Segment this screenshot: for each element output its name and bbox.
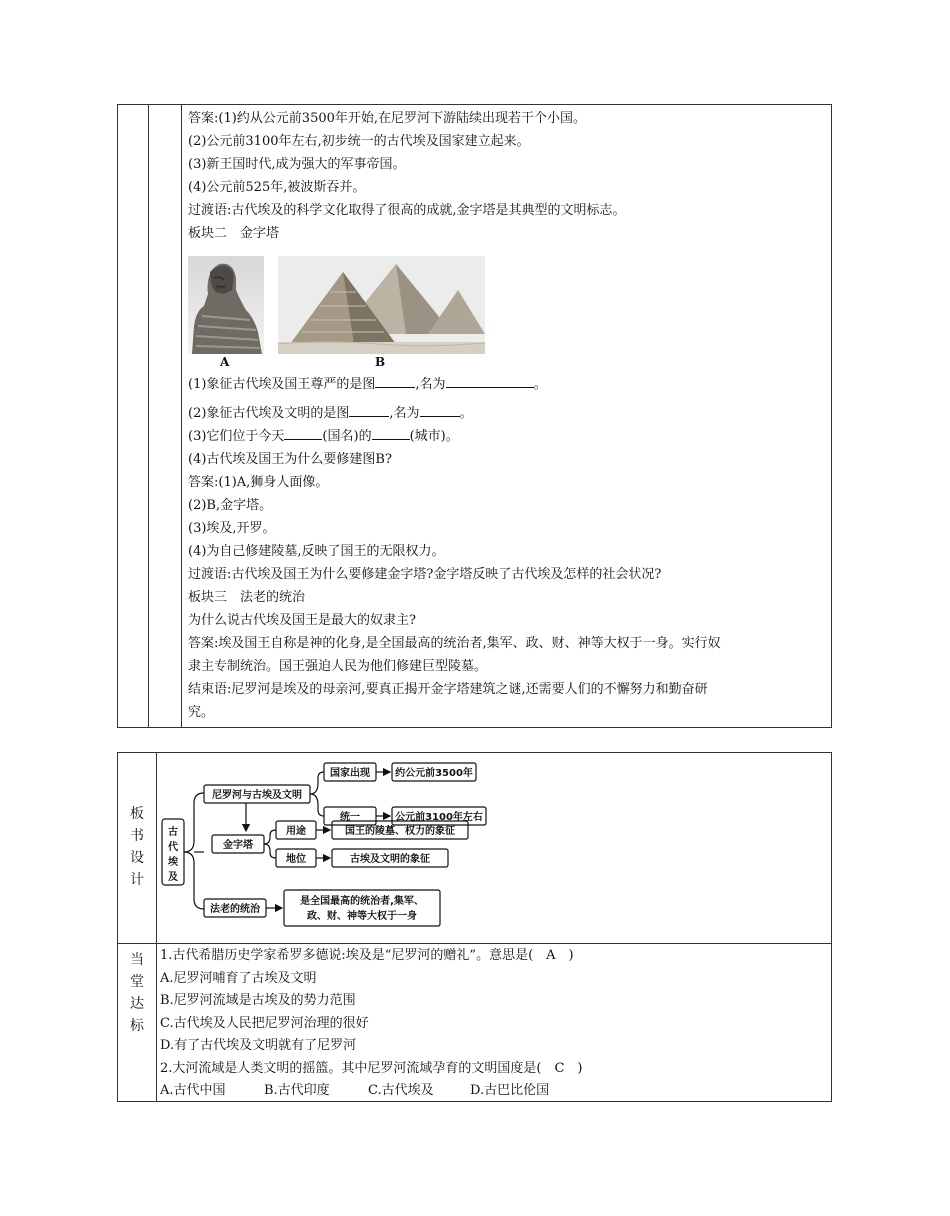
option-item: C.古代埃及 (368, 1083, 434, 1098)
text-line: 答案:埃及国王自称是神的化身,是全国最高的统治者,集军、政、财、神等大权于一身。实行奴 (188, 636, 721, 651)
text-line: (3)埃及,开罗。 (188, 521, 276, 536)
text-line: (4)古代埃及国王为什么要修建图B? (188, 452, 392, 467)
image-row (188, 245, 828, 369)
option-item: A.尼罗河哺育了古埃及文明 (160, 970, 317, 986)
question-2: (2)象征古代埃及文明的是图 ,名为 。 (188, 402, 828, 425)
node-status-desc: 古埃及文明的象征 (350, 854, 430, 865)
section-heading: 板块二 金字塔 (188, 226, 280, 241)
question-1: (1)象征古代埃及国王尊严的是图 ,名为 。 (188, 369, 828, 402)
option-item: D.古巴比伦国 (470, 1083, 550, 1098)
pyramids-image (278, 256, 485, 354)
text-line: 答案:(1)A,狮身人面像。 (188, 475, 329, 490)
text-line: (4)公元前525年,被波斯吞并。 (188, 180, 366, 195)
practice-label: 当 堂 达 标 (130, 952, 144, 1034)
node-state: 国家出现 (330, 768, 370, 779)
question-3: (3)它们位于今天 (国名)的 (城市)。 (188, 425, 828, 448)
node-unify: 统一 (340, 812, 360, 823)
lesson-table (117, 104, 832, 728)
section-heading: 板块三 法老的统治 (188, 590, 306, 605)
text-line: 过渡语:古代埃及国王为什么要修建金字塔?金字塔反映了古代埃及怎样的社会状况? (188, 567, 662, 582)
board-practice-table (117, 752, 832, 1102)
answer-blank[interactable] (284, 425, 322, 440)
node-pharaoh-desc: 政、财、神等大权于一身 (307, 911, 417, 922)
option-row (160, 1080, 825, 1103)
root-char: 埃 (168, 857, 178, 868)
board-design-label: 板 书 设 计 (130, 806, 144, 888)
answer-blank[interactable] (372, 425, 410, 440)
node-nile: 尼罗河与古埃及文明 (212, 790, 302, 801)
option-item: B.尼罗河流域是古埃及的势力范围 (160, 993, 356, 1008)
option-item: A.古代中国 (160, 1083, 226, 1098)
sphinx-image (188, 256, 264, 354)
node-state-time: 约公元前3500年 (395, 768, 473, 779)
text-line: (3)新王国时代,成为强大的军事帝国。 (188, 157, 406, 172)
table-column-divider (156, 753, 157, 1101)
root-char: 及 (168, 872, 178, 883)
node-pyramid: 金字塔 (223, 840, 253, 851)
node-pharaoh-desc: 是全国最高的统治者,集军、 (300, 896, 424, 907)
answer-blank[interactable] (420, 402, 460, 417)
text-line: 隶主专制统治。国王强迫人民为他们修建巨型陵墓。 (188, 659, 488, 674)
text-line: 过渡语:古代埃及的科学文化取得了很高的成就,金字塔是其典型的文明标志。 (188, 203, 626, 218)
answer-blank[interactable] (349, 402, 389, 417)
node-use-desc: 国王的陵墓、权力的象征 (345, 826, 455, 837)
table-row-divider (118, 943, 831, 944)
text-line: 为什么说古代埃及国王是最大的奴隶主? (188, 613, 416, 628)
practice-question-1: 1.古代希腊历史学家希罗多德说:埃及是“尼罗河的赠礼”。意思是( A ) (160, 948, 574, 963)
answer-blank[interactable] (446, 373, 534, 388)
text-line: 究。 (188, 705, 215, 720)
board-design-diagram (158, 757, 498, 937)
image-b-label: B (375, 355, 386, 369)
node-pharaoh: 法老的统治 (210, 904, 260, 915)
option-item: D.有了古代埃及文明就有了尼罗河 (160, 1038, 357, 1053)
option-item: B.古代印度 (264, 1083, 330, 1098)
node-status: 地位 (286, 854, 306, 865)
image-a-label: A (220, 355, 230, 369)
table-column-divider (181, 105, 182, 727)
text-line: 结束语:尼罗河是埃及的母亲河,要真正揭开金字塔建筑之谜,还需要人们的不懈努力和勤奋研 (188, 682, 708, 697)
text-line: (4)为自己修建陵墓,反映了国王的无限权力。 (188, 544, 445, 559)
text-line: (2)B,金字塔。 (188, 498, 273, 513)
table-column-divider (148, 105, 149, 727)
root-char: 古 (168, 827, 178, 838)
text-line: 答案:(1)约从公元前3500年开始,在尼罗河下游陆续出现若干个小国。 (188, 111, 587, 126)
practice-question-2: 2.大河流域是人类文明的摇篮。其中尼罗河流域孕育的文明国度是( C ) (160, 1060, 583, 1076)
lesson-content (188, 107, 828, 724)
option-item: C.古代埃及人民把尼罗河治理的很好 (160, 1015, 369, 1031)
node-unify-time: 公元前3100年左右 (395, 812, 483, 823)
root-char: 代 (168, 842, 178, 853)
node-use: 用途 (286, 826, 306, 837)
answer-blank[interactable] (375, 373, 415, 388)
practice-content (160, 945, 825, 1103)
text-line: (2)公元前3100年左右,初步统一的古代埃及国家建立起来。 (188, 134, 530, 149)
